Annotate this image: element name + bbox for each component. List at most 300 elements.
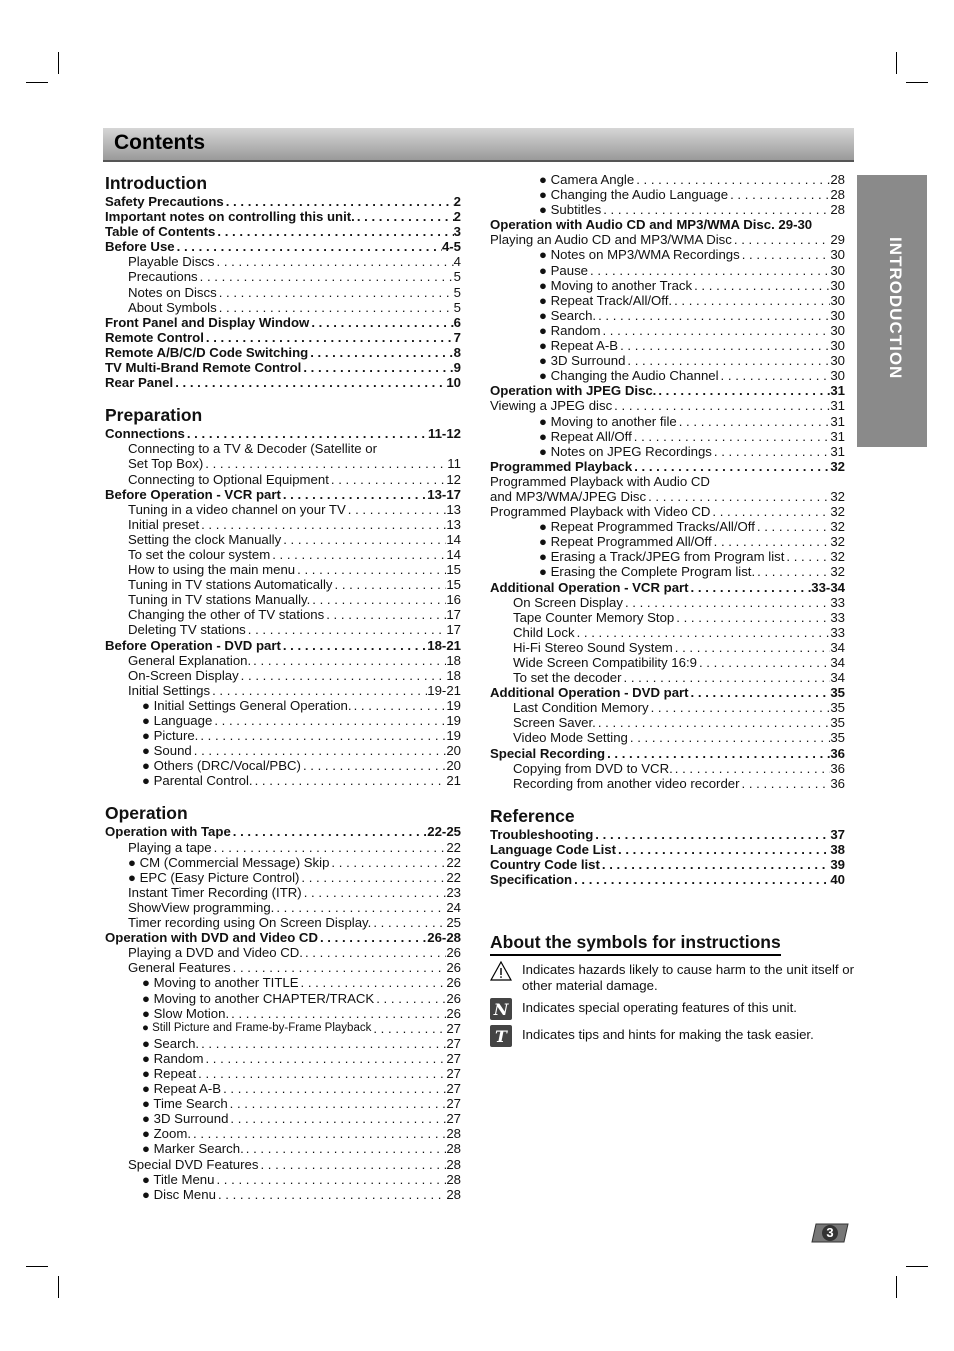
toc-entry[interactable] [490,519,845,534]
toc-entry-label: Tuning in TV stations Manually. [128,592,311,608]
toc-entry-label: Safety Precautions [105,194,224,209]
toc-entry-label: Operation with JPEG Disc. [490,383,657,399]
toc-entry[interactable] [490,308,845,323]
toc-entry-label: Tuning in a video channel on your TV [128,501,346,517]
toc-leader-dots [244,1141,447,1156]
toc-entry-label: ● Repeat [142,1065,197,1081]
toc-entry[interactable] [490,368,845,383]
toc-entry-label: ● Still Picture and Frame-by-Frame Playback [142,1021,372,1034]
toc-entry[interactable] [490,776,845,791]
symbols-heading: About the symbols for instructions [490,932,781,956]
toc-entry[interactable] [105,1066,461,1081]
toc-entry[interactable] [490,730,845,745]
toc-entry[interactable] [490,217,845,232]
toc-entry-label: ● Notes on JPEG Recordings [539,443,712,459]
toc-leader-dots [228,1096,447,1111]
toc-entry[interactable] [490,323,845,338]
toc-leader-dots [740,776,831,791]
toc-entry[interactable] [105,547,461,562]
toc-entry-label: ShowView programming. [128,899,275,915]
toc-entry[interactable] [105,577,461,592]
toc-entry[interactable] [105,472,461,487]
toc-entry-page: 18-21 [427,637,461,653]
section-gap [105,390,461,404]
toc-entry-page: 35 [830,715,845,731]
toc-entry[interactable] [105,743,461,758]
toc-leader-dots [719,368,831,383]
toc-entry[interactable] [105,487,461,502]
toc-entry[interactable] [105,224,461,239]
toc-entry[interactable] [105,915,461,930]
toc-entry[interactable] [490,872,845,887]
toc-entry[interactable] [105,607,461,622]
toc-leader-dots [217,300,454,315]
toc-entry[interactable] [490,842,845,857]
toc-entry-label: Tuning in TV stations Automatically [128,577,333,593]
toc-leader-dots [185,426,428,441]
toc-leader-dots [600,857,830,872]
toc-entry-page: 32 [830,488,845,504]
toc-entry-page: 4-5 [441,239,461,255]
toc-leader-dots [710,504,830,519]
toc-entry[interactable] [105,1187,461,1202]
toc-entry[interactable] [105,345,461,360]
crop-mark [906,1266,928,1267]
toc-entry[interactable] [105,1141,461,1156]
toc-entry-label: Playing a DVD and Video CD. [128,945,303,961]
toc-entry[interactable] [490,398,845,413]
toc-leader-dots [198,269,454,284]
toc-leader-dots [755,564,830,579]
toc-entry-label: Programmed Playback with Video CD [490,504,711,520]
toc-entry-page: 12 [446,471,461,487]
toc-entry-page: 10 [446,375,461,391]
toc-entry-page: 25 [446,915,461,931]
toc-entry-page: 27 [446,1020,461,1036]
toc-entry-page: 20 [446,743,461,759]
toc-entry[interactable] [490,353,845,368]
toc-entry[interactable] [105,668,461,683]
toc-leader-dots [618,338,830,353]
toc-entry-label: Operation with DVD and Video CD [105,930,318,946]
tip-t-icon [490,1025,512,1047]
toc-leader-dots [732,232,830,247]
toc-leader-dots [212,840,447,855]
toc-entry-label: ● Camera Angle [539,172,635,187]
toc-entry[interactable] [490,580,845,595]
toc-entry[interactable] [490,247,845,262]
toc-entry[interactable] [105,456,461,471]
toc-entry-label: Remote A/B/C/D Code Switching [105,344,309,360]
toc-entry[interactable] [490,338,845,353]
toc-entry[interactable] [105,254,461,269]
toc-entry[interactable] [490,187,845,202]
toc-entry-label: Operation with Tape [105,824,231,840]
toc-leader-dots [600,323,830,338]
toc-entry[interactable] [105,285,461,300]
symbol-text: Indicates special operating features of this unit. [522,1000,797,1015]
toc-entry-label: Initial preset [128,516,200,532]
toc-entry[interactable] [490,414,845,429]
toc-entry-page: 28 [446,1126,461,1142]
warning-triangle-icon [490,960,512,982]
toc-entry-label: Playing a tape [128,839,212,855]
toc-entry[interactable] [490,595,845,610]
toc-entry-page: 27 [446,1035,461,1051]
toc-entry-page: 30 [830,353,845,369]
toc-entry-page: 5 [453,284,461,300]
toc-leader-dots [274,900,446,915]
toc-entry-page: 32 [830,549,845,565]
toc-entry-page: 30 [830,307,845,323]
toc-entry-label: Table of Contents [105,224,216,240]
toc-entry[interactable] [490,232,845,247]
toc-entry[interactable] [105,1051,461,1066]
toc-entry[interactable] [105,239,461,254]
toc-entry-label: ● Sound [142,743,192,759]
toc-entry-label: Specification [490,872,573,888]
crop-mark [26,1266,48,1267]
toc-entry[interactable] [105,1126,461,1141]
toc-entry[interactable] [105,960,461,975]
toc-entry-label: ● Repeat Programmed All/Off [539,534,712,550]
toc-leader-dots [352,698,447,713]
page-number-badge [810,1222,850,1244]
toc-entry[interactable] [490,625,845,640]
toc-entry-page: 8 [453,344,461,360]
toc-entry-page: 22 [446,869,461,885]
toc-entry-page: 28 [830,202,845,218]
toc-entry-page: 32 [830,458,845,474]
toc-leader-dots [616,842,830,857]
toc-entry[interactable] [105,683,461,698]
toc-leader-dots [712,444,830,459]
toc-leader-dots [199,517,446,532]
toc-entry[interactable] [490,761,845,776]
toc-entry-label: ● Repeat A-B [539,338,619,354]
toc-leader-dots [221,1081,446,1096]
toc-entry-page: 27 [446,1081,461,1097]
toc-entry[interactable] [490,549,845,564]
toc-entry[interactable] [105,758,461,773]
toc-entry-label: Additional Operation - VCR part [490,579,689,595]
toc-entry[interactable] [105,441,461,456]
toc-entry-page: 17 [446,607,461,623]
toc-entry[interactable] [105,562,461,577]
toc-entry-page: 26 [446,945,461,961]
toc-entry-page: 23 [446,884,461,900]
toc-leader-dots [656,383,830,398]
toc-entry[interactable] [105,622,461,637]
toc-leader-dots [601,202,830,217]
toc-entry[interactable] [105,1081,461,1096]
toc-entry-page: 36 [830,775,845,791]
toc-entry-label: ● Marker Search. [142,1141,244,1157]
toc-leader-dots [303,945,446,960]
section-gap [105,788,461,802]
toc-leader-dots [281,487,427,502]
toc-entry[interactable] [105,975,461,990]
toc-entry-label: Before Use [105,239,175,255]
toc-entry[interactable] [105,1021,461,1036]
toc-leader-dots [216,1187,446,1202]
toc-entry-label: ● Repeat Programmed Tracks/All/Off [539,519,755,535]
toc-entry-page: 31 [830,428,845,444]
toc-entry-page: 35 [830,700,845,716]
toc-entry-page: 14 [446,531,461,547]
toc-entry-label: ● Random [142,1050,204,1066]
toc-entry[interactable] [105,713,461,728]
toc-entry[interactable] [105,1006,461,1021]
toc-entry-label: Recording from another video recorder [513,775,740,791]
toc-entry[interactable] [105,360,461,375]
toc-entry[interactable] [490,504,845,519]
toc-entry-page: 27 [446,1050,461,1066]
toc-entry-page: 18 [446,667,461,683]
toc-entry[interactable] [105,532,461,547]
toc-entry[interactable] [490,263,845,278]
toc-entry-page: 30 [830,262,845,278]
toc-entry-page: 26 [446,990,461,1006]
toc-entry-label: Country Code list [490,857,600,873]
toc-entry[interactable] [490,172,845,187]
toc-entry-label: ● Language [142,713,213,728]
toc-entry[interactable] [105,194,461,209]
toc-entry[interactable] [490,202,845,217]
toc-entry-page: 28 [830,172,845,187]
toc-leader-dots [755,519,830,534]
toc-entry-label: Timer recording using On Screen Display. [128,915,372,931]
toc-entry[interactable] [105,991,461,1006]
toc-entry[interactable] [105,653,461,668]
toc-entry[interactable] [490,746,845,761]
side-tab[interactable] [857,175,927,447]
toc-entry-label: ● Disc Menu [142,1186,216,1202]
toc-entry[interactable] [490,670,845,685]
toc-entry[interactable] [105,870,461,885]
toc-entry-page: 20 [446,758,461,774]
toc-entry[interactable] [490,459,845,474]
toc-leader-dots [333,577,447,592]
toc-leader-dots [374,991,446,1006]
toc-entry[interactable] [105,840,461,855]
toc-leader-dots [251,653,446,668]
toc-leader-dots [310,592,446,607]
toc-entry-page: 30 [830,322,845,338]
toc-entry-label: ● Random [539,322,601,338]
toc-entry[interactable] [490,564,845,579]
toc-leader-dots [318,930,427,945]
toc-entry[interactable] [105,1096,461,1111]
toc-entry-page: 9 [453,360,461,376]
toc-leader-dots [228,1111,446,1126]
toc-entry[interactable] [105,300,461,315]
toc-entry[interactable] [490,715,845,730]
toc-entry[interactable] [490,474,845,489]
toc-entry-page: 19-21 [427,682,461,698]
toc-entry-page: 34 [830,655,845,670]
crop-mark [896,1276,897,1298]
toc-entry-label: Copying from DVD to VCR. [513,760,673,776]
toc-entry-page: 19 [446,697,461,713]
toc-leader-dots [673,640,831,655]
toc-entry[interactable] [105,592,461,607]
toc-leader-dots [301,758,446,773]
toc-entry-page: 37 [830,826,845,842]
toc-entry-page: 2 [453,194,461,209]
toc-leader-dots [622,670,831,685]
toc-leader-dots [270,547,446,562]
toc-leader-dots [689,685,831,700]
toc-leader-dots [596,308,830,323]
toc-entry-page: 31 [830,443,845,459]
toc-entry-page: 11-12 [427,426,461,442]
toc-entry-page: 35 [830,730,845,746]
toc-left-column [105,172,461,1202]
page-number: 3 [826,1225,834,1240]
toc-leader-dots [258,1157,446,1172]
toc-entry[interactable] [105,900,461,915]
toc-entry[interactable] [105,945,461,960]
toc-entry[interactable] [105,426,461,441]
toc-entry[interactable] [105,773,461,788]
toc-entry-page: 13 [446,516,461,532]
toc-entry-label: Child Lock [513,624,575,640]
toc-entry-label: Troubleshooting [490,826,594,842]
toc-entry-label: Connecting to Optional Equipment [128,471,329,487]
toc-leader-dots [346,502,447,517]
toc-entry-label: Hi-Fi Stereo Sound System [513,639,673,655]
toc-entry-label: ● Notes on MP3/WMA Recordings [539,247,740,263]
toc-entry[interactable] [490,827,845,842]
toc-entry[interactable] [105,502,461,517]
toc-leader-dots [371,1021,446,1036]
crop-mark [26,82,48,83]
toc-entry-label: Precautions [128,269,198,285]
toc-entry-label: How to using the main menu [128,562,296,578]
toc-leader-dots [224,194,454,209]
toc-entry-page: 5 [453,269,461,285]
toc-leader-dots [302,885,447,900]
toc-entry-page: 32 [830,564,845,580]
toc-entry-label: Connecting to a TV & Decoder (Satellite or [128,441,377,457]
toc-entry-label: TV Multi-Brand Remote Control [105,360,302,376]
svg-text:T: T [495,1027,507,1046]
toc-entry-label: Language Code List [490,841,617,857]
toc-entry[interactable] [105,1036,461,1051]
toc-entry-label: Setting the clock Manually [128,531,282,547]
toc-leader-dots [309,315,453,330]
toc-entry[interactable] [490,429,845,444]
toc-entry-page: 33 [830,594,845,610]
toc-entry[interactable] [490,278,845,293]
toc-entry[interactable] [490,700,845,715]
toc-right-column [490,172,845,887]
toc-leader-dots [173,375,446,390]
toc-entry-label: Before Operation - DVD part [105,637,281,653]
toc-entry[interactable] [105,330,461,345]
toc-entry-page: 30 [830,277,845,293]
toc-entry[interactable] [105,269,461,284]
toc-leader-dots [253,773,447,788]
toc-entry-label: ● EPC (Easy Picture Control) [128,869,300,885]
toc-entry[interactable] [490,383,845,398]
toc-entry-label: ● Moving to another TITLE [142,975,299,991]
toc-entry[interactable] [105,728,461,743]
toc-leader-dots [214,1172,446,1187]
toc-entry-page: 3 [453,224,461,240]
toc-leader-dots [588,263,830,278]
toc-leader-dots [215,224,453,239]
toc-entry[interactable] [490,444,845,459]
toc-entry[interactable] [105,517,461,532]
toc-entry-page: 29 [830,232,845,248]
toc-entry-label: Rear Panel [105,375,174,391]
toc-entry[interactable] [105,885,461,900]
toc-leader-dots [728,187,830,202]
toc-entry[interactable] [105,1157,461,1172]
toc-entry-page: 24 [446,899,461,915]
toc-leader-dots [646,489,830,504]
toc-entry-page: 21 [446,773,461,789]
section-heading: Introduction [105,173,208,193]
toc-entry-label: Wide Screen Compatibility 16:9 [513,655,697,670]
toc-entry[interactable] [105,638,461,653]
toc-leader-dots [203,1051,446,1066]
toc-leader-dots [605,746,830,761]
toc-entry[interactable] [490,293,845,308]
toc-entry[interactable] [105,315,461,330]
toc-entry[interactable] [105,824,461,839]
toc-entry[interactable] [490,489,845,504]
toc-leader-dots [329,855,446,870]
toc-entry[interactable] [105,1172,461,1187]
toc-leader-dots [210,683,427,698]
toc-entry-label: ● Changing the Audio Channel [539,368,719,384]
toc-leader-dots [625,353,830,368]
toc-entry-label: ● Picture. [142,728,199,744]
toc-entry[interactable] [490,610,845,625]
toc-entry[interactable] [490,640,845,655]
toc-entry[interactable] [105,930,461,945]
toc-leader-dots [299,975,447,990]
toc-entry-page: 31 [830,398,845,414]
toc-entry[interactable] [105,209,461,224]
toc-entry-label: Screen Saver. [513,715,596,731]
crop-mark [58,52,59,74]
toc-entry[interactable] [490,857,845,872]
toc-entry-label: About Symbols [128,299,217,315]
toc-entry-label: Playable Discs [128,254,215,270]
toc-entry[interactable] [490,534,845,549]
toc-entry-label: ● Erasing a Track/JPEG from Program list [539,549,785,565]
toc-entry[interactable] [105,1111,461,1126]
toc-entry-label: ● Repeat A-B [142,1081,222,1097]
toc-entry-label: ● Moving to another file [539,413,677,429]
toc-leader-dots [204,330,454,345]
toc-leader-dots [673,761,831,776]
toc-entry-label: Deleting TV stations [128,622,246,638]
toc-entry-page: 6 [453,314,461,330]
toc-entry[interactable] [105,698,461,713]
toc-entry[interactable] [105,375,461,390]
toc-entry-page: 17 [446,622,461,638]
toc-leader-dots [623,595,830,610]
toc-entry[interactable] [105,855,461,870]
toc-leader-dots [575,625,831,640]
toc-entry[interactable] [490,655,845,670]
toc-entry[interactable] [490,685,845,700]
